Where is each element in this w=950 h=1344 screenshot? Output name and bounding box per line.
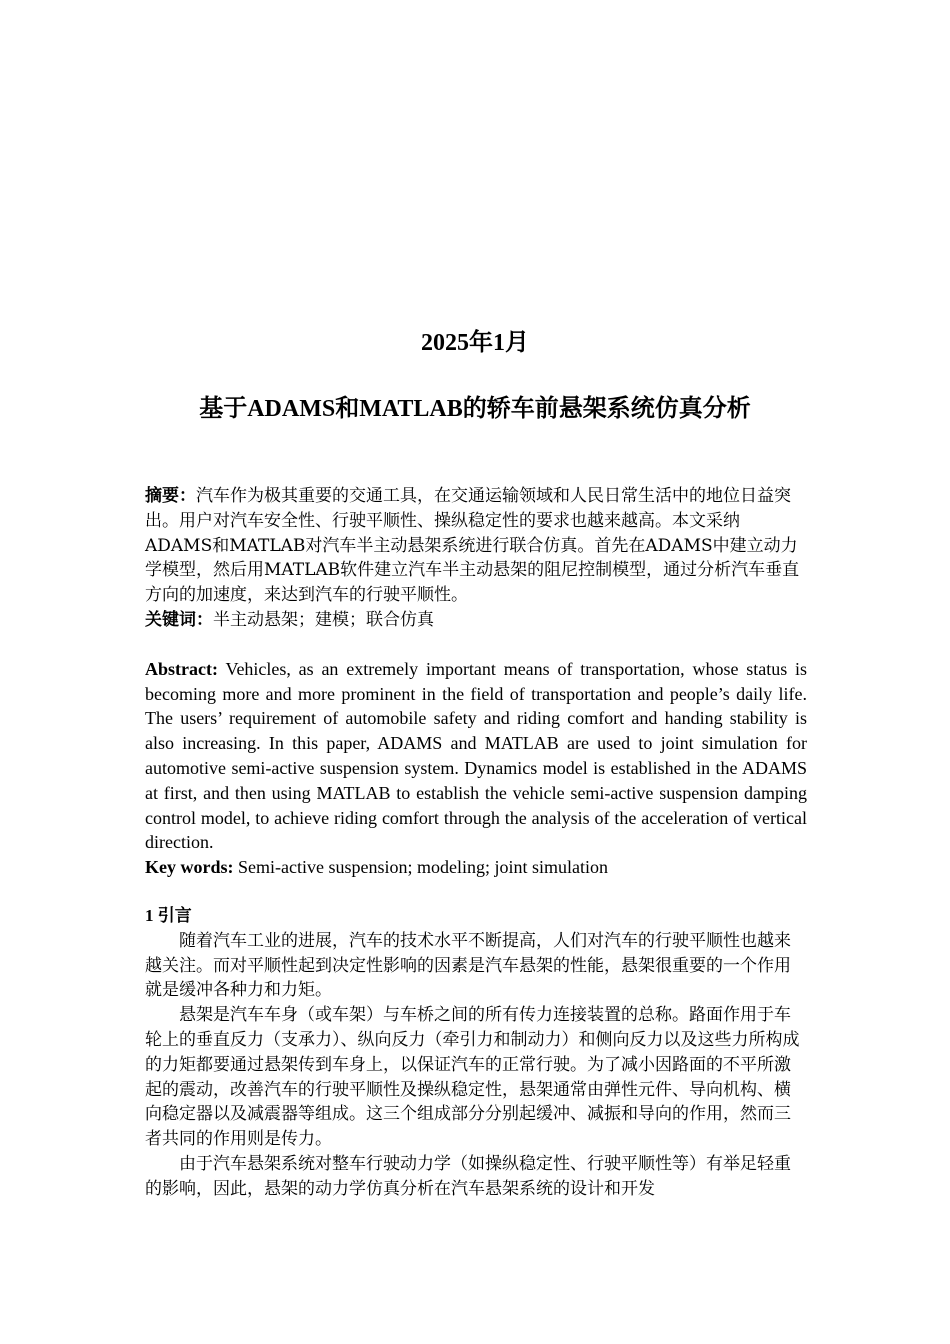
abstract-cn-text: 汽车作为极其重要的交通工具，在交通运输领域和人民日常生活中的地位日益突出。用户对汽车安全性、行驶平顺性、操纵稳定性的要求也越来越高。本文采纳ADAMS和MATLAB对汽车半主动悬架系统进行联合仿真。首先在ADAMS中建立动力学模型，然后用MATLAB软件建立汽车半主动悬架的阻尼控制模型，通过分析汽车垂直方向的加速度，来达到汽车的行驶平顺性。 xyxy=(145,486,800,606)
abstract-en xyxy=(145,657,807,880)
keywords-cn-paragraph xyxy=(145,608,807,633)
section-1-paragraph-3: 由于汽车悬架系统对整车行驶动力学（如操纵稳定性、行驶平顺性等）有举足轻重的影响，因此，悬架的动力学仿真分析在汽车悬架系统的设计和开发 xyxy=(145,1153,791,1199)
abstract-cn-label: 摘要： xyxy=(145,486,196,506)
keywords-cn-text: 半主动悬架；建模；联合仿真 xyxy=(213,609,434,630)
keywords-en-text: Semi-active suspension; modeling; joint simulation xyxy=(238,857,608,878)
paper-date: 2025年1月 xyxy=(421,330,529,356)
keywords-en-label: Key words: xyxy=(145,857,234,878)
paper-body xyxy=(145,484,807,1202)
spacer xyxy=(145,880,807,904)
abstract-en-text: Vehicles, as an extremely important means of transportation, whose status is becoming more and more prominent in the field of transportation and people’s daily life. The users’ requirement of automobile safety and riding comfort and handing stability is also increasing. In this paper, ADAMS and MATLAB are used to joint simulation for automotive semi-active suspension system. Dynamics model is established in the ADAMS at first, and then using MATLAB to establish the vehicle semi-active suspension damping control model, to achieve riding comfort through the analysis of the acceleration of vertical direction. xyxy=(145,658,807,853)
abstract-cn-paragraph xyxy=(145,484,807,608)
section-1-number: 1 xyxy=(145,905,154,925)
section-1-paragraph-1: 随着汽车工业的进展，汽车的技术水平不断提高，人们对汽车的行驶平顺性也越来越关注。而对平顺性起到决定性影响的因素是汽车悬架的性能，悬架很重要的一个作用就是缓冲各种力和力矩。 xyxy=(145,930,791,1001)
abstract-en-label: Abstract: xyxy=(145,658,218,679)
abstract-en-paragraph xyxy=(145,657,807,855)
abstract-cn xyxy=(145,484,807,633)
keywords-en-paragraph xyxy=(145,855,807,880)
section-1-title: 引言 xyxy=(157,905,192,925)
section-1 xyxy=(145,904,807,1202)
section-1-paragraph-2: 悬架是汽车车身（或车架）与车桥之间的所有传力连接装置的总称。路面作用于车轮上的垂直反力（支承力）、纵向反力（牵引力和制动力）和侧向反力以及这些力所构成的力矩都要通过悬架传到车身上，以保证汽车的正常行驶。为了减小因路面的不平所激起的震动，改善汽车的行驶平顺性及操纵稳定性，悬架通常由弹性元件、导向机构、横向稳定器以及减震器等组成。这三个组成部分分别起缓冲、减振和导向的作用，然而三者共同的作用则是传力。 xyxy=(145,1005,800,1150)
paper-title: 基于ADAMS和MATLAB的轿车前悬架系统仿真分析 xyxy=(199,396,751,422)
keywords-cn-label: 关键词： xyxy=(145,609,213,630)
section-1-heading xyxy=(145,904,807,929)
spacer xyxy=(145,633,807,657)
